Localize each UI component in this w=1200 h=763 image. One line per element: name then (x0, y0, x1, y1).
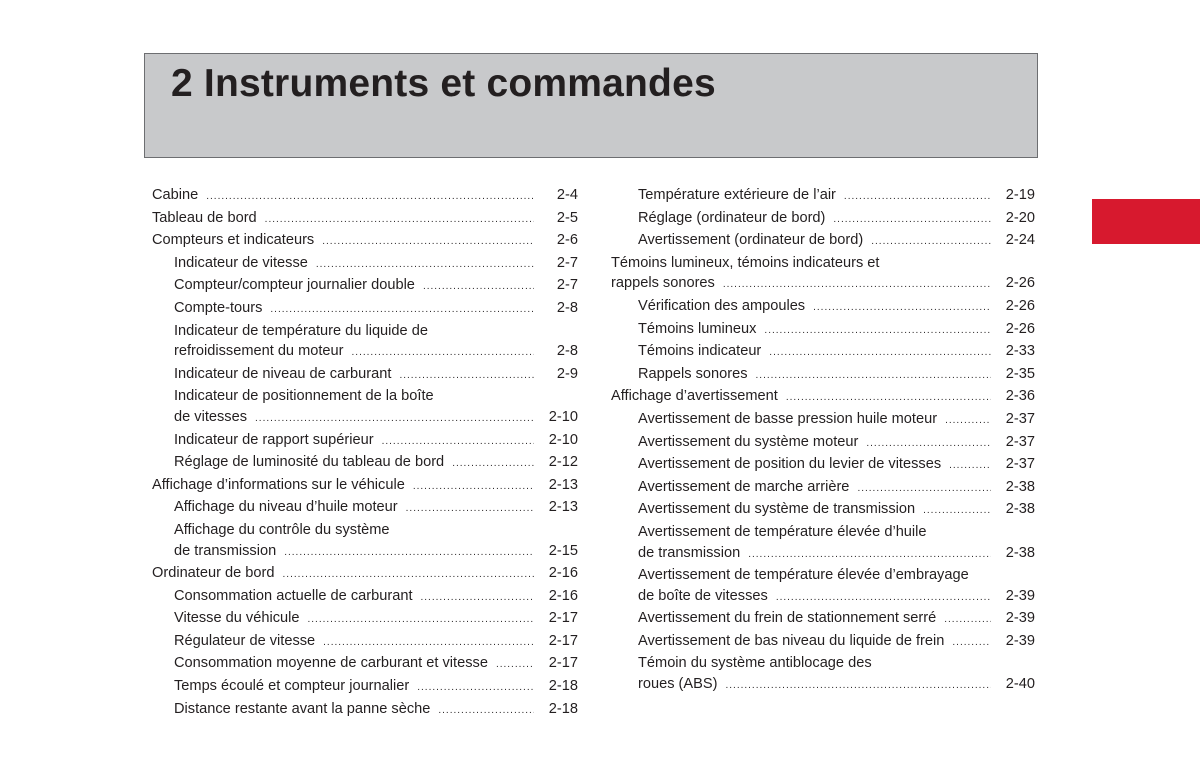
toc-entry[interactable] (152, 275, 578, 298)
toc-entry[interactable] (152, 208, 578, 231)
toc-entry-label: Distance restante avant la panne sèche (174, 700, 431, 717)
toc-entry[interactable] (611, 477, 1035, 500)
toc-dot-leader (786, 388, 991, 409)
toc-entry[interactable] (611, 432, 1035, 455)
toc-dot-leader (952, 633, 991, 654)
toc-entry-label: Réglage (ordinateur de bord) (638, 209, 826, 226)
toc-page-number: 2-18 (548, 700, 578, 717)
toc-entry-label: Réglage de luminosité du tableau de bord (174, 454, 445, 471)
toc-entry[interactable] (152, 185, 578, 208)
toc-dot-leader (776, 588, 991, 609)
toc-page-number: 2-37 (1005, 456, 1035, 473)
toc-entry[interactable] (152, 699, 578, 722)
toc-page-number: 2-10 (548, 431, 578, 448)
toc-dot-leader (399, 366, 534, 387)
toc-dot-leader (949, 456, 991, 477)
toc-dot-leader (406, 499, 534, 520)
toc-entry[interactable] (611, 296, 1035, 319)
toc-dot-leader (944, 610, 991, 631)
toc-entry[interactable] (152, 430, 578, 453)
toc-page-number: 2-9 (556, 365, 578, 382)
toc-entry-label: roues (ABS) (638, 676, 718, 693)
toc-dot-leader (756, 366, 991, 387)
chapter-title: 2 Instruments et commandes (171, 62, 716, 105)
toc-entry-label: Avertissement de position du levier de vitesses (638, 456, 942, 473)
toc-page-number: 2-18 (548, 678, 578, 695)
chapter-header (144, 53, 1038, 158)
toc-page-number: 2-13 (548, 499, 578, 516)
toc-dot-leader (866, 434, 991, 455)
toc-dot-leader (417, 678, 534, 699)
toc-entry-title-line: Avertissement de température élevée d’embrayage (638, 567, 969, 584)
toc-page-number: 2-37 (1005, 433, 1035, 450)
toc-dot-leader (764, 321, 991, 342)
toc-entry-label: Affichage d’avertissement (611, 388, 778, 405)
toc-entry-label: Indicateur de rapport supérieur (174, 431, 374, 448)
toc-dot-leader (421, 588, 535, 609)
toc-entry[interactable] (152, 452, 578, 475)
toc-entry-label: Consommation actuelle de carburant (174, 587, 413, 604)
toc-entry[interactable] (152, 676, 578, 699)
toc-entry[interactable] (152, 520, 578, 563)
toc-page-number: 2-36 (1005, 388, 1035, 405)
toc-entry[interactable] (152, 321, 578, 364)
toc-dot-leader (323, 633, 534, 654)
toc-entry-label: Avertissement du système de transmission (638, 501, 916, 518)
toc-entry-title-line: Affichage du contrôle du système (174, 521, 390, 538)
toc-entry[interactable] (611, 208, 1035, 231)
toc-page-number: 2-39 (1005, 632, 1035, 649)
toc-dot-leader (316, 255, 534, 276)
toc-dot-leader (769, 343, 991, 364)
toc-entry-label: Témoins lumineux (638, 320, 757, 337)
toc-dot-leader (496, 655, 534, 676)
toc-entry-label: Compte-tours (174, 299, 263, 316)
toc-page-number: 2-7 (556, 277, 578, 294)
toc-entry[interactable] (152, 386, 578, 429)
toc-entry-label: de transmission (174, 542, 277, 559)
toc-entry-label: de transmission (638, 544, 741, 561)
toc-dot-leader (423, 277, 534, 298)
toc-entry-label: Temps écoulé et compteur journalier (174, 678, 410, 695)
toc-entry[interactable] (611, 364, 1035, 387)
toc-dot-leader (413, 477, 534, 498)
toc-page-number: 2-6 (556, 232, 578, 249)
toc-entry-label: Affichage d’informations sur le véhicule (152, 476, 405, 493)
toc-entry-label: Indicateur de vitesse (174, 254, 308, 271)
toc-entry[interactable] (611, 608, 1035, 631)
toc-entry-label: Avertissement de basse pression huile moteur (638, 410, 938, 427)
toc-entry[interactable] (611, 565, 1035, 608)
toc-page-number: 2-17 (548, 632, 578, 649)
toc-page-number: 2-10 (548, 408, 578, 425)
toc-page-number: 2-38 (1005, 544, 1035, 561)
toc-entry-label: Vitesse du véhicule (174, 610, 300, 627)
toc-entry[interactable] (152, 586, 578, 609)
toc-entry[interactable] (152, 230, 578, 253)
toc-dot-leader (265, 210, 534, 231)
toc-dot-leader (945, 411, 991, 432)
toc-entry-title-line: Témoins lumineux, témoins indicateurs et (611, 254, 880, 271)
toc-page-number: 2-16 (548, 565, 578, 582)
toc-dot-leader (813, 298, 991, 319)
toc-dot-leader (833, 210, 991, 231)
toc-page-number: 2-39 (1005, 610, 1035, 627)
toc-page-number: 2-26 (1005, 320, 1035, 337)
toc-entry[interactable] (611, 341, 1035, 364)
toc-entry[interactable] (152, 497, 578, 520)
toc-page-number: 2-8 (556, 343, 578, 360)
toc-entry-label: Consommation moyenne de carburant et vitesse (174, 655, 488, 672)
toc-dot-leader (352, 343, 534, 364)
toc-page-number: 2-40 (1005, 676, 1035, 693)
toc-entry[interactable] (611, 631, 1035, 654)
toc-entry[interactable] (611, 522, 1035, 565)
toc-entry-label: Tableau de bord (152, 209, 257, 226)
toc-entry-label: Avertissement de bas niveau du liquide de frein (638, 632, 945, 649)
toc-entry-label: Témoins indicateur (638, 343, 762, 360)
toc-page-number: 2-35 (1005, 365, 1035, 382)
toc-entry[interactable] (152, 298, 578, 321)
toc-dot-leader (923, 501, 991, 522)
toc-entry[interactable] (611, 386, 1035, 409)
toc-entry-label: Compteur/compteur journalier double (174, 277, 415, 294)
toc-entry[interactable] (152, 653, 578, 676)
toc-page-number: 2-26 (1005, 275, 1035, 292)
toc-dot-leader (206, 187, 534, 208)
toc-page-number: 2-37 (1005, 410, 1035, 427)
toc-page-number: 2-7 (556, 254, 578, 271)
toc-left-column (152, 185, 578, 721)
toc-dot-leader (382, 432, 534, 453)
toc-page-number: 2-26 (1005, 297, 1035, 314)
toc-page-number: 2-5 (556, 209, 578, 226)
toc-dot-leader (255, 409, 534, 430)
toc-dot-leader (283, 565, 534, 586)
toc-entry[interactable] (152, 253, 578, 276)
toc-entry-label: Affichage du niveau d’huile moteur (174, 499, 398, 516)
toc-entry-title-line: Témoin du système antiblocage des (638, 655, 872, 672)
toc-dot-leader (723, 275, 991, 296)
toc-page-number: 2-24 (1005, 232, 1035, 249)
toc-entry[interactable] (611, 185, 1035, 208)
toc-right-column (611, 185, 1035, 697)
toc-dot-leader (322, 232, 534, 253)
toc-dot-leader (284, 543, 534, 564)
toc-page-number: 2-19 (1005, 187, 1035, 203)
toc-entry[interactable] (611, 409, 1035, 432)
toc-dot-leader (307, 610, 534, 631)
toc-entry[interactable] (611, 319, 1035, 342)
toc-entry-title-line: Indicateur de température du liquide de (174, 322, 428, 339)
toc-entry-label: Avertissement de marche arrière (638, 478, 850, 495)
toc-page-number: 2-39 (1005, 587, 1035, 604)
toc-page-number: 2-8 (556, 299, 578, 316)
toc-entry-label: de boîte de vitesses (638, 587, 768, 604)
toc-page-number: 2-12 (548, 454, 578, 471)
toc-entry[interactable] (152, 608, 578, 631)
toc-entry[interactable] (611, 230, 1035, 253)
toc-page-number: 2-17 (548, 610, 578, 627)
toc-entry-label: Cabine (152, 187, 199, 203)
toc-entry[interactable] (611, 253, 1035, 296)
toc-page-number: 2-13 (548, 476, 578, 493)
toc-entry-label: Avertissement du frein de stationnement serré (638, 610, 937, 627)
toc-page-number: 2-38 (1005, 501, 1035, 518)
toc-entry-label: Avertissement (ordinateur de bord) (638, 232, 864, 249)
toc-page-number: 2-20 (1005, 209, 1035, 226)
toc-dot-leader (452, 454, 534, 475)
toc-dot-leader (438, 701, 534, 722)
toc-page-number: 2-33 (1005, 343, 1035, 360)
toc-entry-title-line: Indicateur de positionnement de la boîte (174, 388, 434, 405)
toc-dot-leader (857, 479, 991, 500)
toc-entry[interactable] (152, 475, 578, 498)
toc-entry-label: Rappels sonores (638, 365, 748, 382)
toc-entry[interactable] (611, 499, 1035, 522)
toc-entry-label: Compteurs et indicateurs (152, 232, 315, 249)
toc-page-number: 2-4 (556, 187, 578, 203)
toc-dot-leader (725, 676, 991, 697)
toc-entry-title-line: Avertissement de température élevée d’huile (638, 523, 927, 540)
toc-entry-label: de vitesses (174, 408, 248, 425)
toc-entry-label: Vérification des ampoules (638, 297, 806, 314)
toc-page-number: 2-17 (548, 655, 578, 672)
toc-page-number: 2-15 (548, 542, 578, 559)
toc-entry[interactable] (152, 631, 578, 654)
toc-entry[interactable] (152, 364, 578, 387)
toc-entry-label: Régulateur de vitesse (174, 632, 316, 649)
toc-dot-leader (844, 187, 991, 208)
toc-dot-leader (270, 300, 534, 321)
toc-entry[interactable] (152, 563, 578, 586)
toc-entry-label: Indicateur de niveau de carburant (174, 365, 392, 382)
toc-entry-label: Avertissement du système moteur (638, 433, 859, 450)
toc-entry-label: rappels sonores (611, 275, 715, 292)
toc-page-number: 2-16 (548, 587, 578, 604)
toc-entry[interactable] (611, 653, 1035, 696)
toc-entry-label: refroidissement du moteur (174, 343, 344, 360)
toc-entry-label: Température extérieure de l’air (638, 187, 836, 203)
toc-entry[interactable] (611, 454, 1035, 477)
toc-dot-leader (748, 545, 991, 566)
toc-page-number: 2-38 (1005, 478, 1035, 495)
toc-entry-label: Ordinateur de bord (152, 565, 275, 582)
toc-dot-leader (871, 232, 991, 253)
chapter-tab-marker (1092, 199, 1200, 244)
